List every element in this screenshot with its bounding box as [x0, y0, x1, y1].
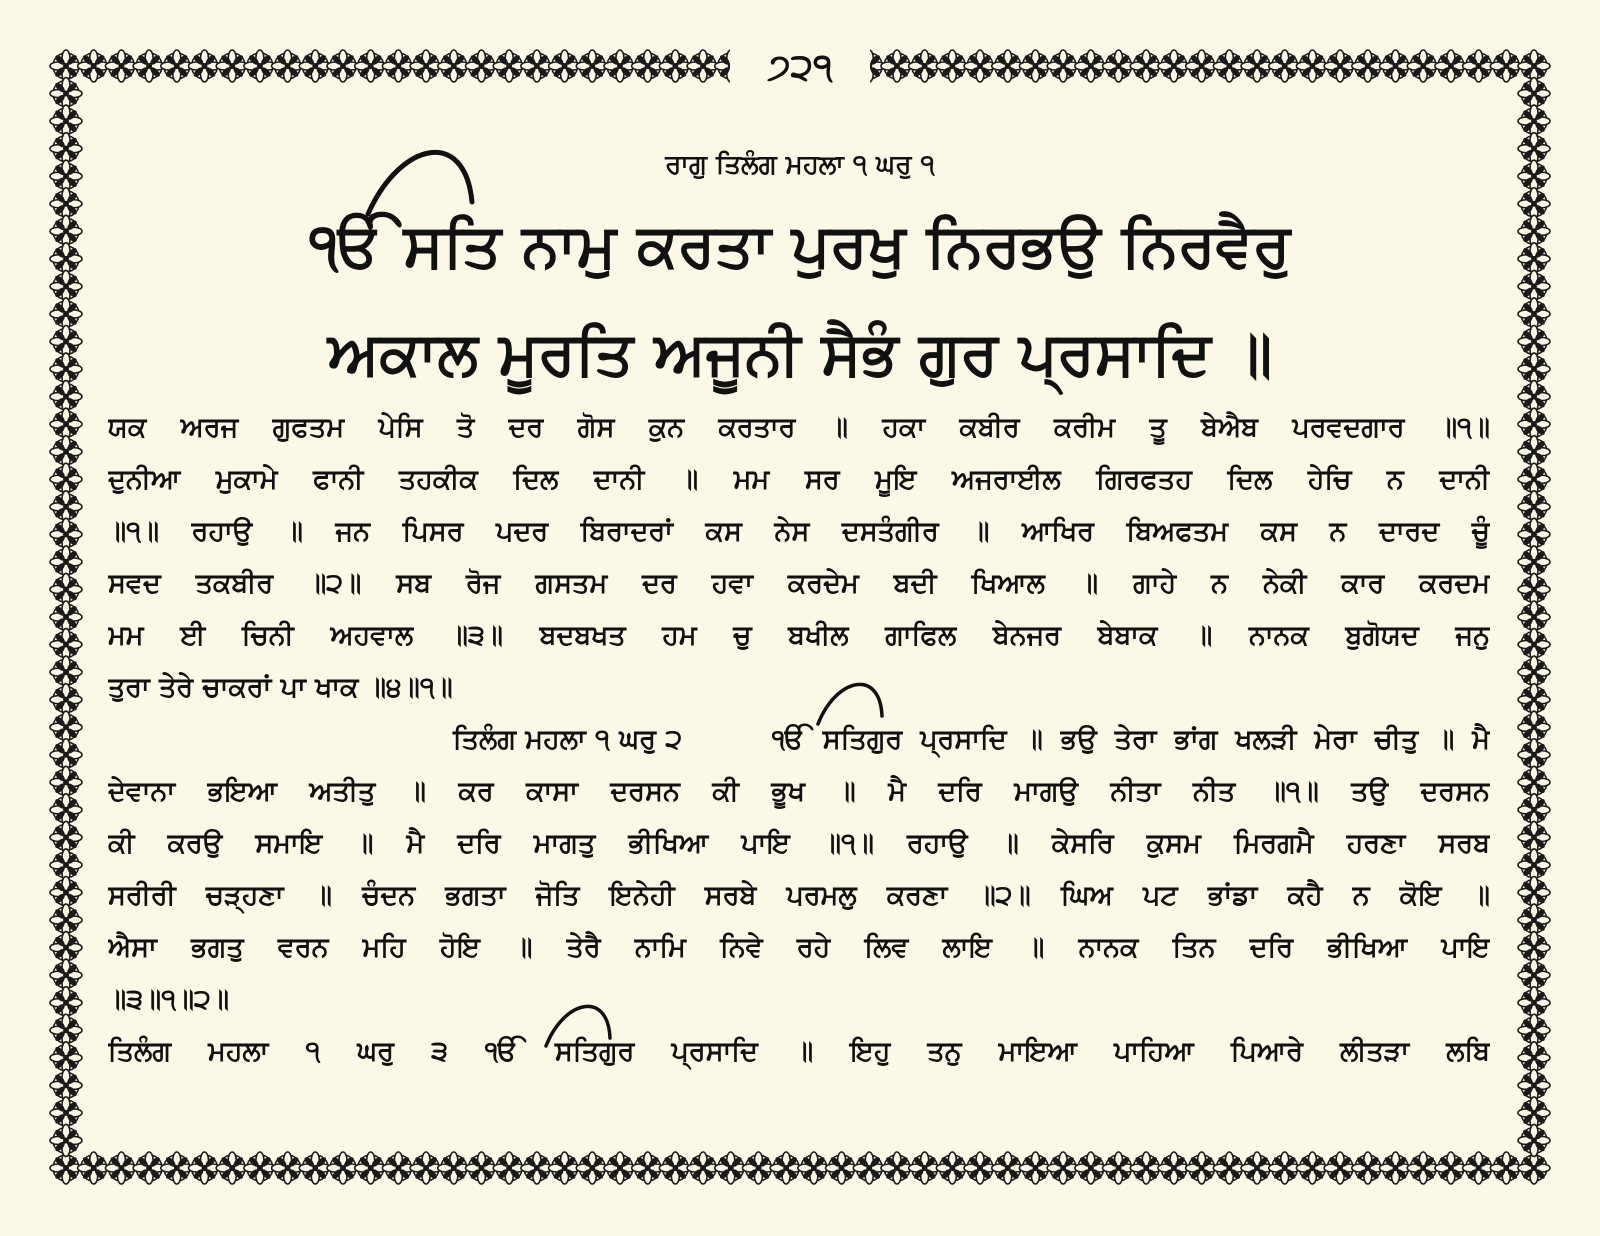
section-2-title: ਤਿਲੰਗ ਮਹਲਾ ੧ ਘਰੁ ੨ [453, 724, 683, 755]
mool-mantar-line-1: ੴ ਸਤਿ ਨਾਮੁ ਕਰਤਾ ਪੁਰਖੁ ਨਿਰਭਉ ਨਿਰਵੈਰੁ [309, 211, 1291, 281]
raag-heading: ਰਾਗੁ ਤਿਲੰਗ ਮਹਲਾ ੧ ਘਰੁ ੧ [665, 150, 935, 180]
text-line: ਕੀ ਕਰਉ ਸਮਾਇ ॥ ਮੈ ਦਰਿ ਮਾਗਤੁ ਭੀਖਿਆ ਪਾਇ ॥੧॥ ਰਹਾਉ ॥ ਕੇਸਰਿ ਕੁਸਮ ਮਿਰਗਮੈ ਹਰਣਾ ਸਰਬ [108, 828, 1490, 859]
section-2-invocation-block [772, 714, 1490, 766]
shabad-section-1 [108, 402, 1490, 714]
page-number: ੭੨੧ [730, 46, 870, 90]
text-line: ॥੩॥੧॥੨॥ [108, 984, 230, 1015]
section-2-invocation: ੴ ਸਤਿਗੁਰ ਪ੍ਰਸਾਦਿ ॥ ਭਉ ਤੇਰਾ ਭਾਂਗ ਖਲੜੀ ਮੇਰਾ ਚੀਤੁ ॥ ਮੈ [772, 724, 1490, 755]
text-line: ਦੇਵਾਨਾ ਭਇਆ ਅਤੀਤੁ ॥ ਕਰ ਕਾਸਾ ਦਰਸਨ ਕੀ ਭੂਖ ॥ ਮੈ ਦਰਿ ਮਾਗਉ ਨੀਤਾ ਨੀਤ ॥੧॥ ਤਉ ਦਰਸਨ [108, 776, 1490, 807]
text-line: ਐਸਾ ਭਗਤੁ ਵਰਨ ਮਹਿ ਹੋਇ ॥ ਤੇਰੈ ਨਾਮਿ ਨਿਵੇ ਰਹੇ ਲਿਵ ਲਾਇ ॥ ਨਾਨਕ ਤਿਨ ਦਰਿ ਭੀਖਿਆ ਪਾਇ [108, 932, 1490, 963]
shabad-section-3 [108, 1026, 1490, 1078]
text-line: ਤੁਰਾ ਤੇਰੇ ਚਾਕਰਾਂ ਪਾ ਖਾਕ ॥੪॥੧॥ [108, 672, 453, 703]
text-line: ਮਮ ਈ ਚਿਨੀ ਅਹਵਾਲ ॥੩॥ ਬਦਬਖਤ ਹਮ ਚੁ ਬਖੀਲ ਗਾਫਿਲ ਬੇਨਜਰ ਬੇਬਾਕ ॥ ਨਾਨਕ ਬੁਗੋਯਦ ਜਨੁ [108, 620, 1490, 651]
mool-mantar-line-2: ਅਕਾਲ ਮੂਰਤਿ ਅਜੂਨੀ ਸੈਭੰ ਗੁਰ ਪ੍ਰਸਾਦਿ ॥ [327, 319, 1273, 389]
shabad-section-2 [108, 766, 1490, 1026]
text-line: ਸਰੀਰੀ ਚੜ੍ਹਣਾ ॥ ਚੰਦਨ ਭਗਤਾ ਜੋਤਿ ਇਨੇਹੀ ਸਰਬੇ ਪਰਮਲੁ ਕਰਣਾ ॥੨॥ ਘਿਅ ਪਟ ਭਾਂਡਾ ਕਹੈ ਨ ਕੋਇ ॥ [108, 880, 1490, 911]
border-flower [1518, 1124, 1550, 1156]
text-line: ॥੧॥ ਰਹਾਉ ॥ ਜਨ ਪਿਸਰ ਪਦਰ ਬਿਰਾਦਰਾਂ ਕਸ ਨੇਸ ਦਸਤੰਗੀਰ ॥ ਆਖਿਰ ਬਿਅਫਤਮ ਕਸ ਨ ਦਾਰਦ ਚੂੰ [108, 516, 1490, 547]
section-3-line: ਤਿਲੰਗ ਮਹਲਾ ੧ ਘਰੁ ੩ ੴ ਸਤਿਗੁਰ ਪ੍ਰਸਾਦਿ ॥ ਇਹੁ ਤਨੁ ਮਾਇਆ ਪਾਹਿਆ ਪਿਆਰੇ ਲੀਤੜਾ ਲਬਿ [108, 1036, 1490, 1067]
text-line: ਸਵਦ ਤਕਬੀਰ ॥੨॥ ਸਬ ਰੋਜ ਗਸਤਮ ਦਰ ਹਵਾ ਕਰਦੇਮ ਬਦੀ ਖਿਆਲ ॥ ਗਾਹੇ ਨ ਨੇਕੀ ਕਾਰ ਕਰਦਮ [108, 568, 1490, 599]
text-line: ਦੁਨੀਆ ਮੁਕਾਮੇ ਫਾਨੀ ਤਹਕੀਕ ਦਿਲ ਦਾਨੀ ॥ ਮਮ ਸਰ ਮੂਇ ਅਜਰਾਈਲ ਗਿਰਫਤਹ ਦਿਲ ਹੇਚਿ ਨ ਦਾਨੀ [108, 464, 1490, 495]
border-flower [50, 1124, 82, 1156]
text-line: ਯਕ ਅਰਜ ਗੁਫਤਮ ਪੇਸਿ ਤੋ ਦਰ ਗੋਸ ਕੁਨ ਕਰਤਾਰ ॥ ਹਕਾ ਕਬੀਰ ਕਰੀਮ ਤੂ ਬੇਐਬ ਪਰਵਦਗਾਰ ॥੧॥ [108, 412, 1490, 443]
